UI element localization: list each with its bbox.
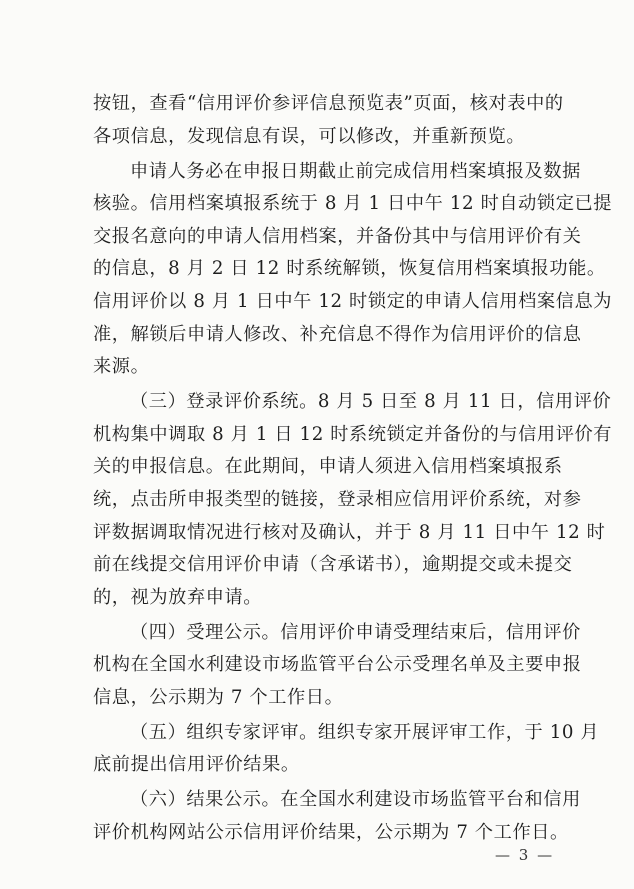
text-line: 来源。 [93,356,150,378]
text-line: 信用评价以 8 月 1 日中午 12 时锁定的申请人信用档案信息为 [93,290,613,312]
text-line: 评数据调取情况进行核对及确认，并于 8 月 11 日中午 12 时 [93,521,606,543]
document-body [93,88,613,852]
paragraph-3-login-system [93,386,613,614]
paragraph-1 [93,88,564,153]
text-line: （六）结果公示。在全国水利建设市场监管平台和信用 [130,789,581,811]
text-line: 统，点击所申报类型的链接，登录相应信用评价系统，对参 [93,488,582,510]
text-line: （四）受理公示。信用评价申请受理结束后，信用评价 [130,621,581,643]
text-line: 各项信息，发现信息有误，可以修改，并重新预览。 [93,125,526,147]
text-line: 申请人务必在申报日期截止前完成信用档案填报及数据 [130,160,581,182]
paragraph-2 [93,156,613,384]
paragraph-5-expert-review [93,717,600,782]
text-line: 的信息，8 月 2 日 12 时系统解锁，恢复信用档案填报功能。 [93,258,606,280]
text-line: 底前提出信用评价结果。 [93,754,300,776]
paragraph-4-acceptance-notice [93,617,582,715]
text-line: 关的申报信息。在此期间，申请人须进入信用档案填报系 [93,456,563,478]
text-line: 准，解锁后申请人修改、补充信息不得作为信用评价的信息 [93,323,582,345]
paragraph-6-result-notice [93,784,581,849]
text-line: 的，视为放弃申请。 [93,586,263,608]
page-number: — 3 — [495,846,555,864]
text-line: 前在线提交信用评价申请（含承诺书），逾期提交或未提交 [93,554,573,576]
text-line: 核验。信用档案填报系统于 8 月 1 日中午 12 时自动锁定已提 [93,193,613,215]
text-line: 机构在全国水利建设市场监管平台公示受理名单及主要申报 [93,654,582,676]
text-line: 评价机构网站公示信用评价结果，公示期为 7 个工作日。 [93,822,569,844]
text-line: 按钮，查看“信用评价参评信息预览表”页面，核对表中的 [93,93,564,114]
text-line: 交报名意向的申请人信用档案，并备份其中与信用评价有关 [93,225,582,247]
text-line: 信息，公示期为 7 个工作日。 [93,686,344,708]
text-line: （五）组织专家评审。组织专家开展评审工作，于 10 月 [130,721,600,743]
text-line: 机构集中调取 8 月 1 日 12 时系统锁定并备份的与信用评价有 [93,423,613,445]
text-line: （三）登录评价系统。8 月 5 日至 8 月 11 日，信用评价 [130,391,612,413]
